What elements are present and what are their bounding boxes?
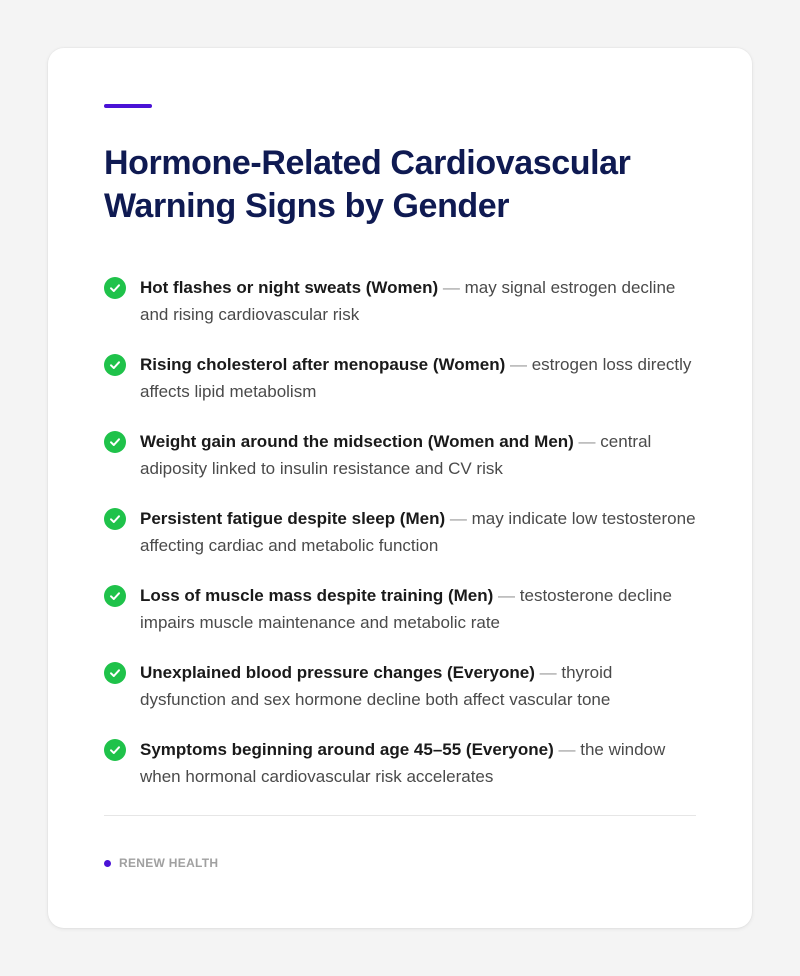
check-circle-icon xyxy=(104,431,126,453)
item-description: thyroid dysfunction and sex hormone decline both affect vascular tone xyxy=(140,663,613,709)
list-item xyxy=(104,274,696,328)
item-title: Persistent fatigue despite sleep (Men) xyxy=(140,509,446,528)
item-separator: — xyxy=(573,432,601,451)
list-item xyxy=(104,736,696,790)
item-separator: — xyxy=(505,355,532,374)
list-item xyxy=(104,351,696,405)
item-description: may indicate low testosterone affecting cardiac and metabolic function xyxy=(140,509,696,555)
list-item xyxy=(104,505,696,559)
check-circle-icon xyxy=(104,585,126,607)
check-circle-icon xyxy=(104,739,126,761)
item-separator: — xyxy=(445,509,472,528)
check-circle-icon xyxy=(104,508,126,530)
item-description: central adiposity linked to insulin resistance and CV risk xyxy=(140,432,652,478)
item-title: Weight gain around the midsection (Women and Men) xyxy=(140,432,574,451)
item-description: estrogen loss directly affects lipid metabolism xyxy=(140,355,692,401)
check-circle-icon xyxy=(104,277,126,299)
item-separator: — xyxy=(438,278,465,297)
brand-label: RENEW HEALTH xyxy=(119,856,219,870)
brand-dot-icon xyxy=(104,860,111,867)
item-description: testosterone decline impairs muscle maintenance and metabolic rate xyxy=(140,586,672,632)
item-description: the window when hormonal cardiovascular risk accelerates xyxy=(140,740,666,786)
list-item xyxy=(104,659,696,713)
item-title: Rising cholesterol after menopause (Women) xyxy=(140,355,506,374)
item-separator: — xyxy=(493,586,520,605)
item-separator: — xyxy=(534,663,562,682)
item-separator: — xyxy=(553,740,581,759)
check-circle-icon xyxy=(104,662,126,684)
item-title: Hot flashes or night sweats (Women) xyxy=(140,278,439,297)
item-title: Symptoms beginning around age 45–55 (Everyone) xyxy=(140,740,554,759)
list-item xyxy=(104,428,696,482)
item-description: may signal estrogen decline and rising cardiovascular risk xyxy=(140,278,676,324)
divider xyxy=(104,815,696,816)
accent-bar xyxy=(104,104,152,108)
item-title: Loss of muscle mass despite training (Men) xyxy=(140,586,494,605)
check-circle-icon xyxy=(104,354,126,376)
list-item xyxy=(104,582,696,636)
warning-signs-list xyxy=(104,274,696,790)
footer-brand xyxy=(104,856,218,870)
item-title: Unexplained blood pressure changes (Everyone) xyxy=(140,663,535,682)
content-card xyxy=(48,48,752,928)
page-title: Hormone-Related Cardiovascular Warning Signs by Gender xyxy=(104,144,631,225)
